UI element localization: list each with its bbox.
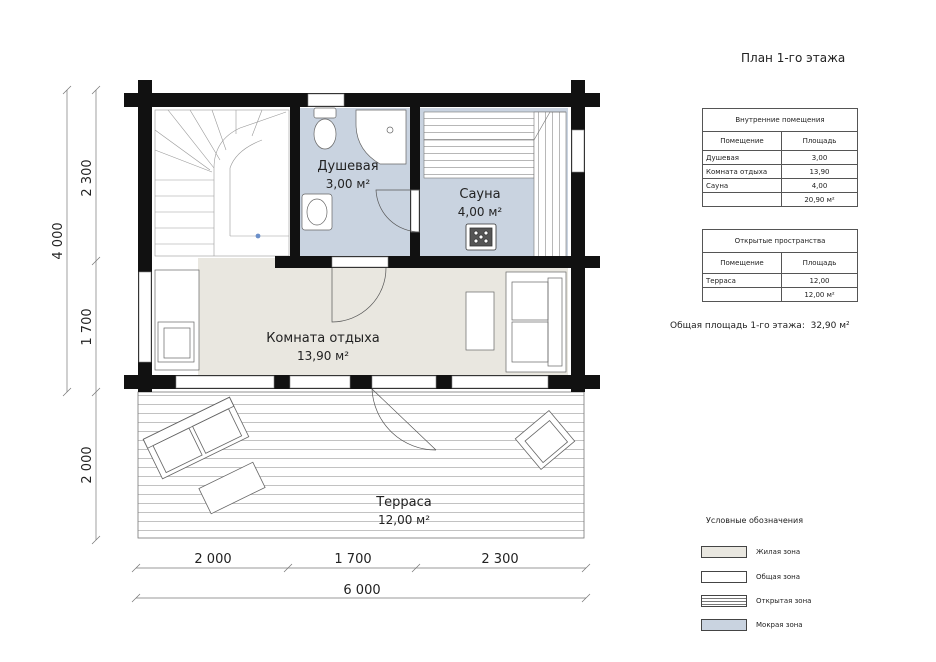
total-area xyxy=(670,321,850,331)
door-sauna xyxy=(411,190,419,232)
total-area-value: 32,90 м² xyxy=(810,321,850,331)
room-name-sauna: Сауна xyxy=(459,187,501,202)
stair-zone-fill xyxy=(153,108,291,258)
dim-left-terrace: 2 000 xyxy=(80,446,95,484)
legend-swatch-common xyxy=(701,571,747,583)
window-bottom-2 xyxy=(290,376,350,388)
legend-label-common: Общая зона xyxy=(756,573,801,581)
sauna-bench-mid xyxy=(424,140,534,178)
open-table-caption: Открытые пространства xyxy=(703,230,858,253)
open-spaces-table xyxy=(702,229,858,302)
sauna-bench-side xyxy=(534,112,566,258)
window-sauna xyxy=(572,130,584,172)
table-row: Душевая 3,00 xyxy=(703,151,858,165)
interior-rooms-table xyxy=(702,108,858,207)
table-row: Терраса 12,00 xyxy=(703,274,858,288)
door-bottom xyxy=(372,376,436,388)
legend-label-open: Открытая зона xyxy=(756,597,812,605)
dim-bottom-3: 2 300 xyxy=(481,552,519,567)
legend-label-living: Жилая зона xyxy=(756,548,801,556)
window-left xyxy=(139,272,151,362)
room-name-living: Комната отдыха xyxy=(266,331,380,346)
sauna-stove xyxy=(466,224,496,250)
dim-bottom-total: 6 000 xyxy=(343,583,381,598)
dim-left-total: 4 000 xyxy=(51,222,66,260)
interior-table-caption: Внутренние помещения xyxy=(703,109,858,132)
room-area-shower: 3,00 м² xyxy=(325,177,371,191)
interior-header-area: Площадь xyxy=(782,132,858,151)
dim-bottom-2: 1 700 xyxy=(334,552,372,567)
dim-bottom-1: 2 000 xyxy=(194,552,232,567)
total-area-label: Общая площадь 1-го этажа: xyxy=(670,321,805,331)
legend-swatch-living xyxy=(701,546,747,558)
legend-title: Условные обозначения xyxy=(706,516,804,525)
window-shower xyxy=(308,94,344,106)
dim-left-upper: 2 300 xyxy=(80,159,95,197)
window-bottom-1 xyxy=(176,376,274,388)
table-row: Сауна 4,00 xyxy=(703,179,858,193)
door-shower xyxy=(332,257,388,267)
plan-title: План 1-го этажа xyxy=(741,51,846,65)
open-header-room: Помещение xyxy=(703,253,782,274)
room-area-terrace: 12,00 м² xyxy=(377,513,431,527)
open-header-area: Площадь xyxy=(782,253,858,274)
open-total: 12,00 м² xyxy=(782,288,858,302)
legend-label-wet: Мокрая зона xyxy=(756,621,803,629)
room-area-living: 13,90 м² xyxy=(296,349,350,363)
interior-total: 20,90 м² xyxy=(782,193,858,207)
interior-header-room: Помещение xyxy=(703,132,782,151)
legend-swatch-wet xyxy=(701,619,747,631)
room-area-sauna: 4,00 м² xyxy=(457,205,503,219)
window-bottom-3 xyxy=(452,376,548,388)
room-name-terrace: Терраса xyxy=(376,495,432,510)
sauna-bench-top xyxy=(424,112,550,140)
legend-swatch-open xyxy=(701,595,747,607)
room-name-shower: Душевая xyxy=(317,159,379,174)
dim-left-lower: 1 700 xyxy=(80,308,95,346)
table-row: Комната отдыха 13,90 xyxy=(703,165,858,179)
